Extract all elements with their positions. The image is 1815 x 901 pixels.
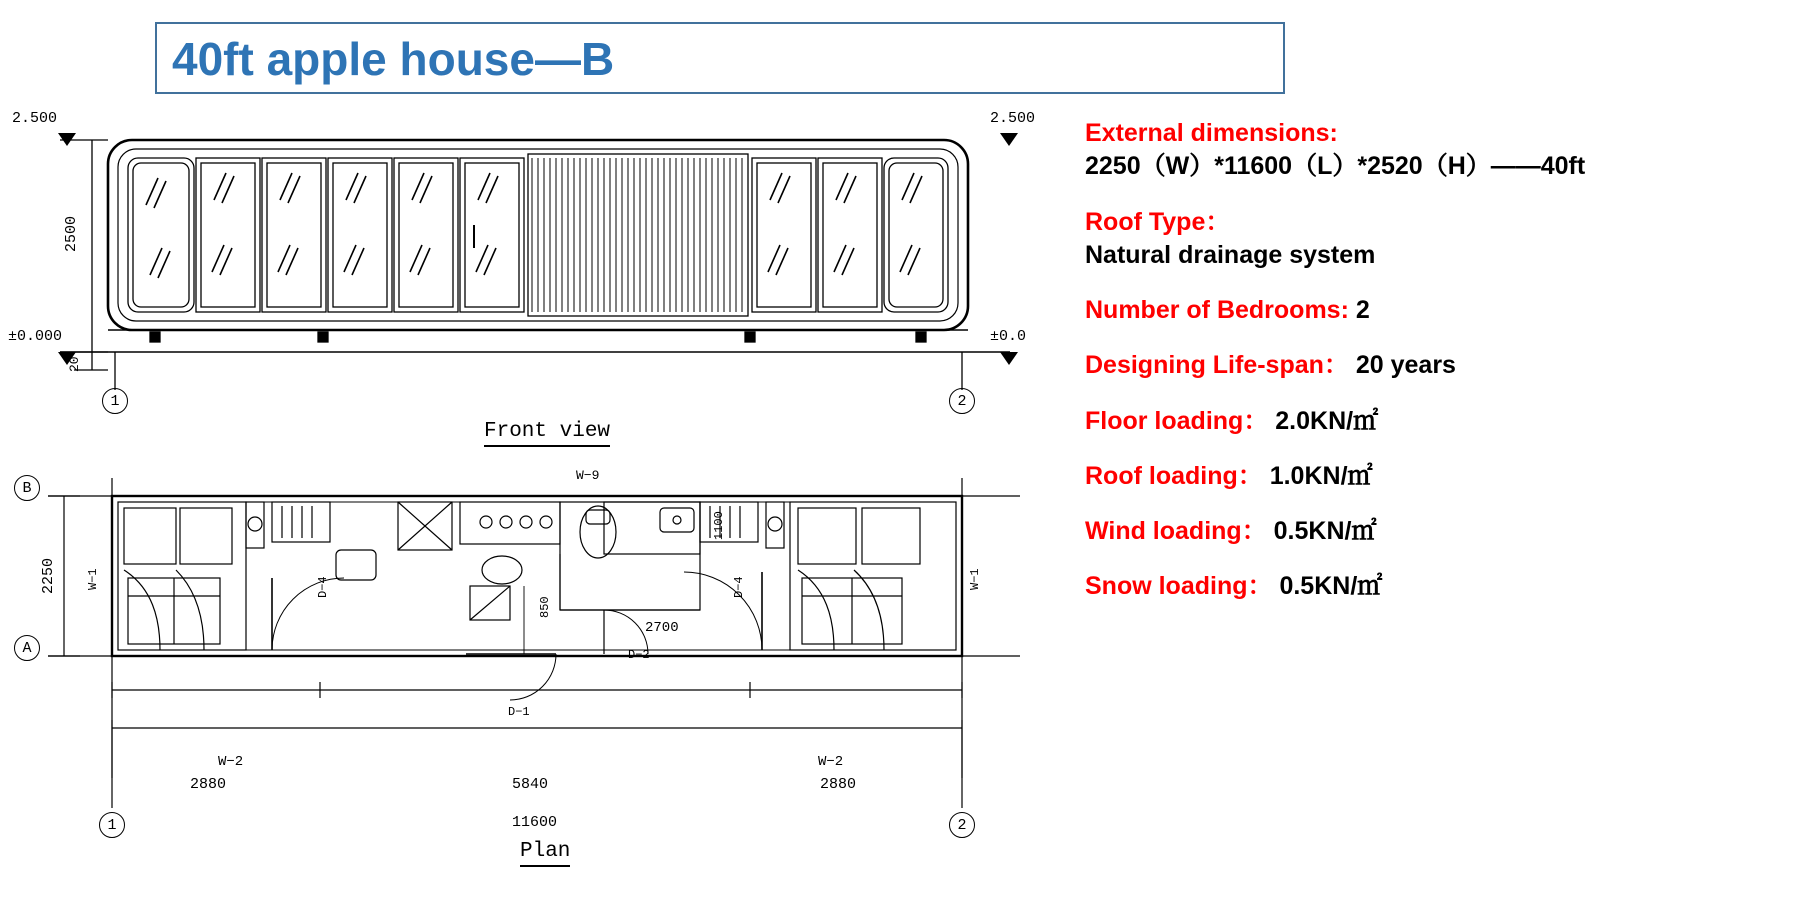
spec-value: 0.5KN/㎡ — [1273, 517, 1377, 545]
technical-drawing — [0, 100, 1080, 900]
plan-window-top-label: W−9 — [576, 468, 600, 483]
plan-dim-left: 2880 — [190, 776, 227, 793]
specification-list — [1085, 118, 1805, 627]
plan-view-caption: Plan — [520, 840, 570, 867]
plan-door-entry-label: D−1 — [508, 705, 530, 719]
spec-external-dimensions — [1085, 118, 1805, 183]
svg-text:20: 20 — [67, 356, 82, 372]
front-view-drawing — [0, 100, 1080, 460]
spec-value: 2 — [1355, 296, 1370, 324]
spec-value: Natural drainage system — [1085, 240, 1376, 269]
svg-text:2250: 2250 — [40, 557, 57, 594]
spec-label: Designing Life-span： — [1085, 351, 1349, 380]
svg-text:2500: 2500 — [63, 215, 80, 252]
elevation-top-right: 2.500 — [990, 110, 1036, 127]
axis-marker-b: B — [14, 475, 40, 501]
axis-marker-a: A — [14, 635, 40, 661]
svg-text:W−1: W−1 — [86, 568, 100, 590]
elevation-bottom-right: ±0.0 — [990, 328, 1027, 345]
svg-text:850: 850 — [538, 596, 552, 618]
spec-label: Roof Type： — [1085, 207, 1231, 236]
plan-dim-center: 5840 — [512, 776, 549, 793]
spec-snow-loading — [1085, 571, 1805, 602]
plan-dim-right: 2880 — [820, 776, 857, 793]
svg-text:1100: 1100 — [712, 511, 726, 540]
grid-marker-front-2: 2 — [949, 388, 975, 414]
elevation-top-left: 2.500 — [12, 110, 58, 127]
page-title: 40ft apple house—B — [172, 33, 615, 85]
spec-value: 2250（W）*11600（L）*2520（H）——40ft — [1085, 152, 1586, 181]
front-view-caption: Front view — [484, 420, 610, 447]
spec-designing-life-span — [1085, 350, 1805, 381]
plan-window-bottom-left-label: W−2 — [218, 754, 244, 770]
grid-marker-front-1: 1 — [102, 388, 128, 414]
spec-label: Roof loading： — [1085, 461, 1263, 490]
spec-value: 0.5KN/㎡ — [1279, 572, 1383, 601]
svg-text:D−4: D−4 — [316, 576, 330, 598]
spec-value: 1.0KN/㎡ — [1269, 461, 1373, 490]
spec-wind-loading — [1085, 516, 1805, 547]
spec-label: Wind loading： — [1085, 517, 1267, 545]
svg-text:D−4: D−4 — [732, 576, 746, 598]
plan-door-bath-label: D−2 — [628, 648, 650, 662]
plan-window-bottom-right-label: W−2 — [818, 754, 844, 770]
grid-marker-plan-2: 2 — [949, 812, 975, 838]
plan-view-drawing — [0, 478, 1080, 898]
spec-label: Floor loading： — [1085, 406, 1269, 435]
svg-text:W−1: W−1 — [968, 568, 982, 590]
spec-floor-loading — [1085, 406, 1805, 437]
spec-label: External dimensions: — [1085, 119, 1338, 147]
plan-dim-bath: 2700 — [645, 620, 679, 636]
spec-label: Number of Bedrooms: — [1085, 296, 1349, 324]
spec-roof-type — [1085, 207, 1805, 272]
spec-value: 20 years — [1355, 351, 1456, 380]
spec-roof-loading — [1085, 461, 1805, 492]
spec-number-of-bedrooms — [1085, 295, 1805, 326]
grid-marker-plan-1: 1 — [99, 812, 125, 838]
plan-dim-total: 11600 — [512, 814, 558, 831]
elevation-bottom-left: ±0.000 — [8, 328, 63, 345]
spec-value: 2.0KN/㎡ — [1275, 406, 1379, 435]
spec-label: Snow loading： — [1085, 572, 1273, 601]
